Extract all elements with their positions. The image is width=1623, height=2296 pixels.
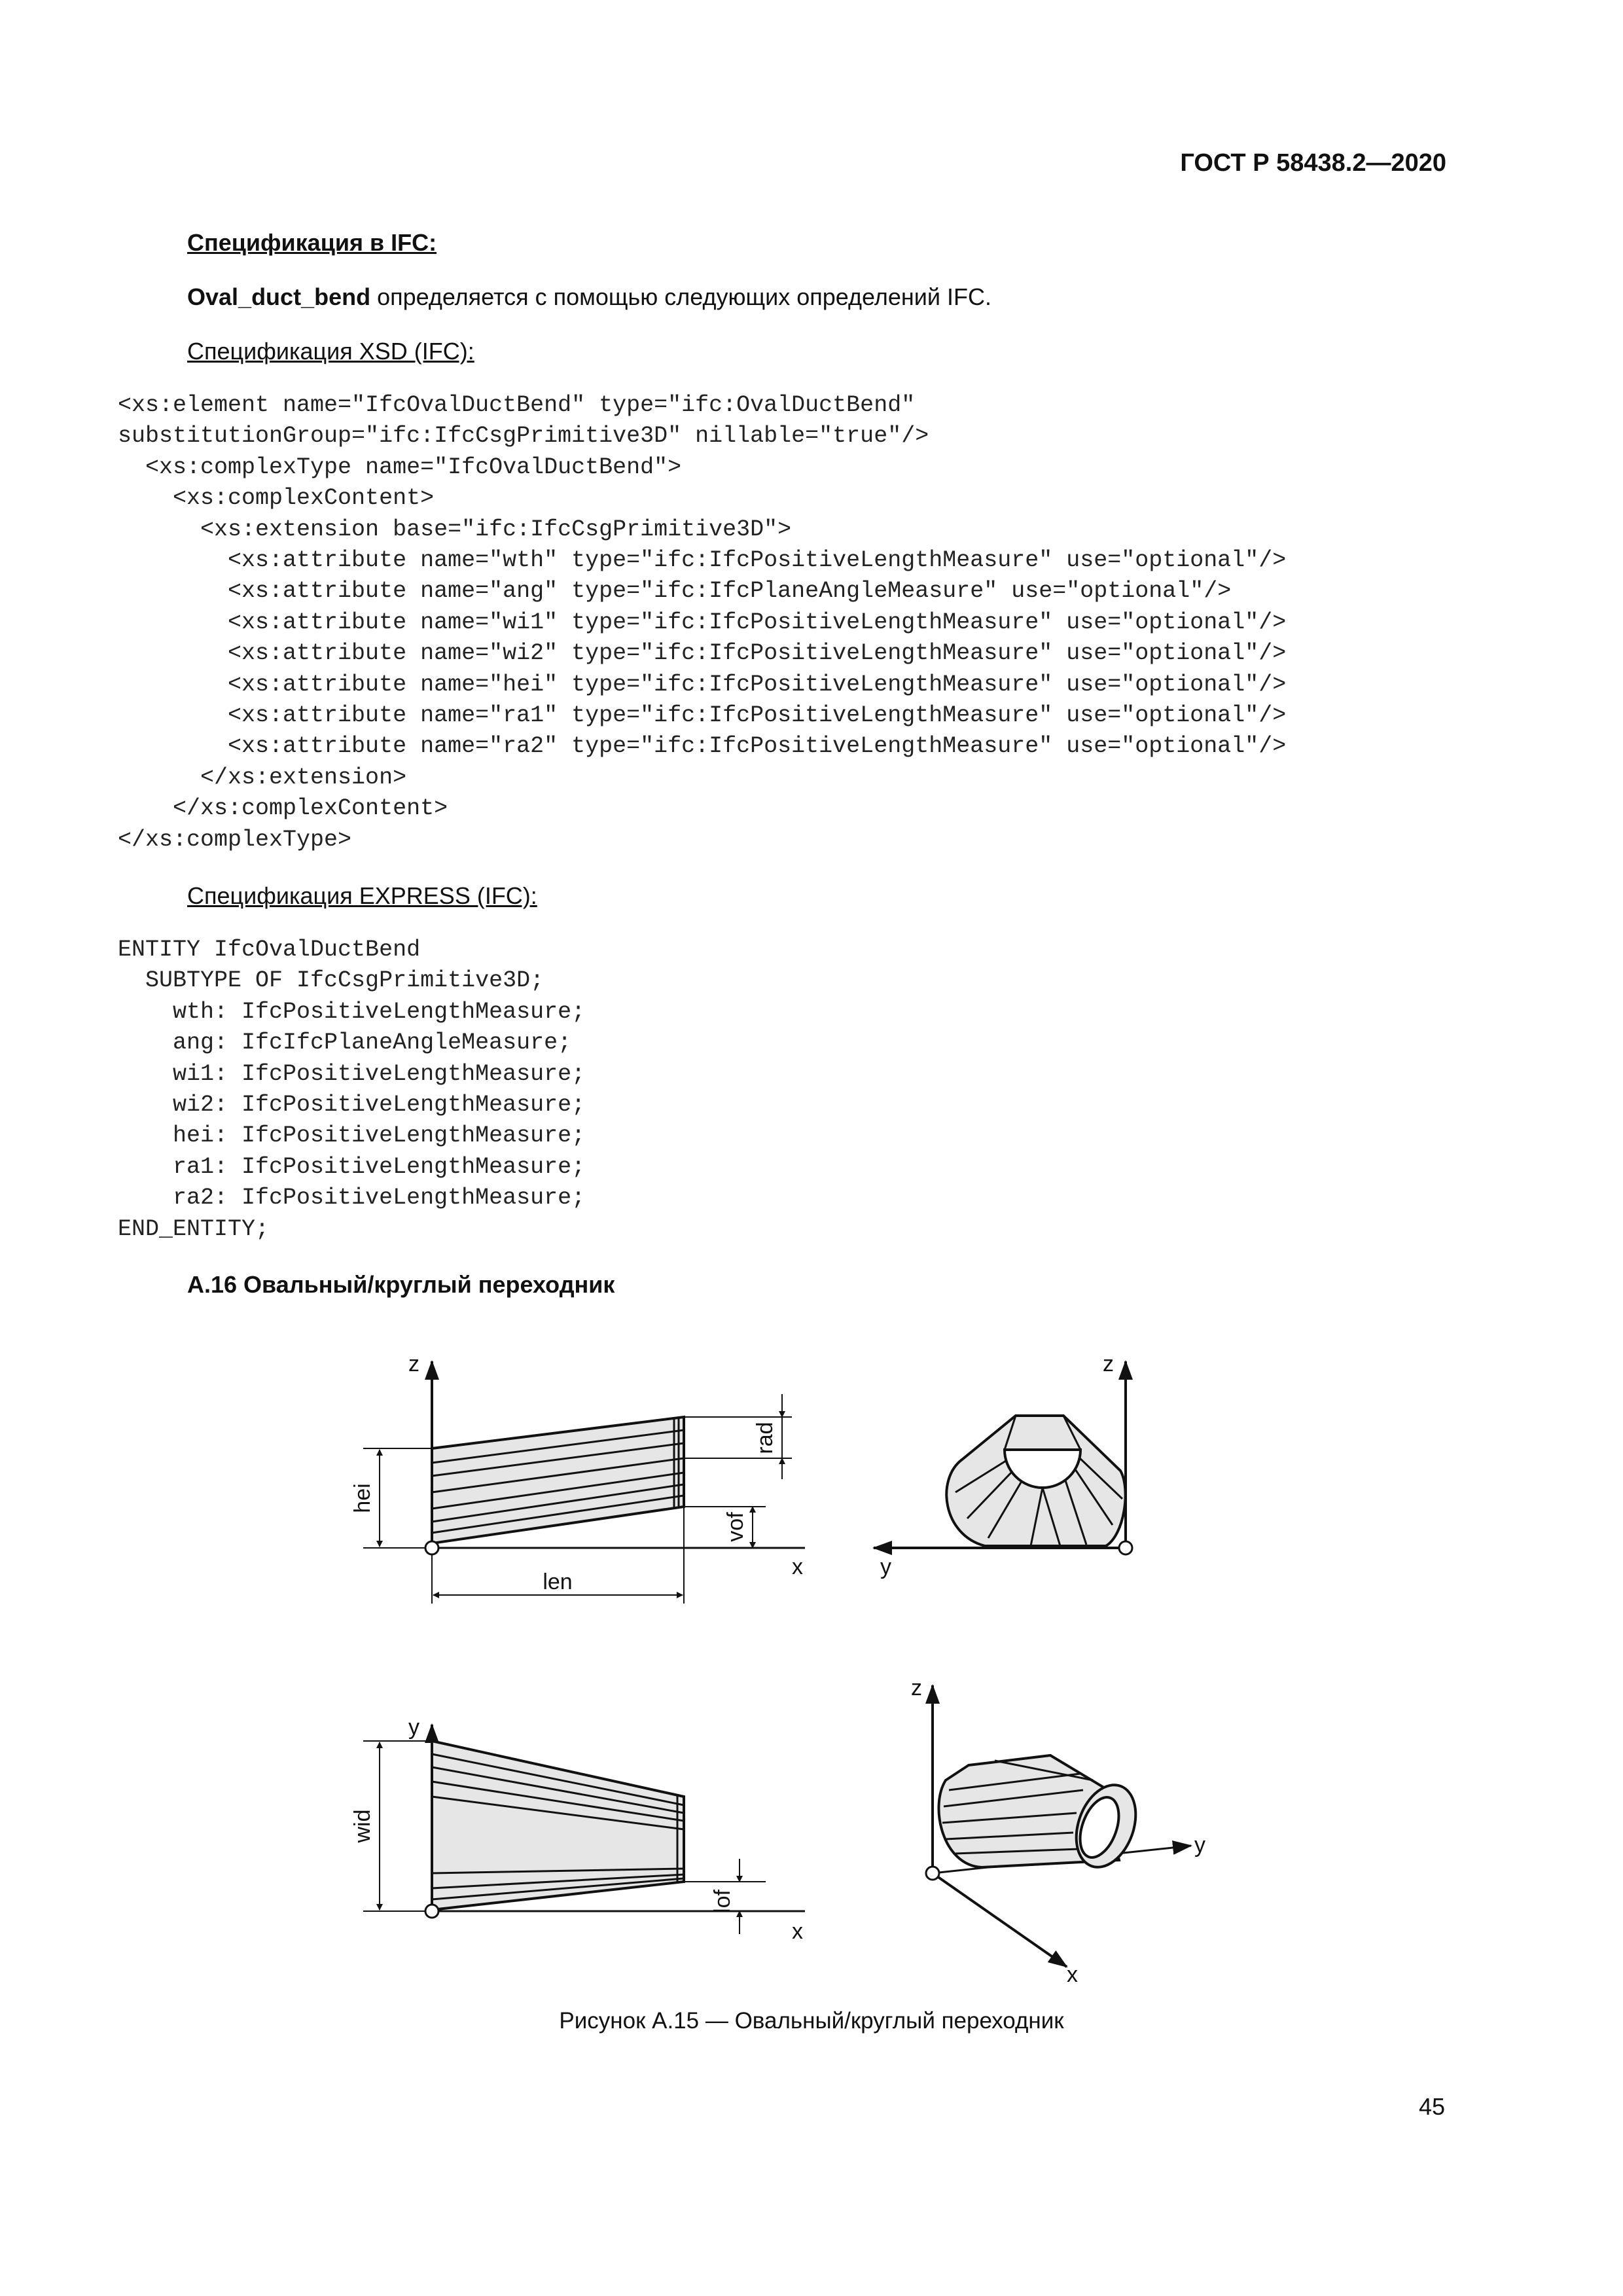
label-hei: hei [350,1483,375,1513]
label-x-3: x [792,1919,803,1944]
end-view [874,1361,1132,1554]
xsd-heading: Спецификация XSD (IFC): [187,338,474,365]
label-z-1: z [408,1352,419,1376]
page-number: 45 [1418,2093,1445,2120]
label-x-1: x [792,1554,803,1579]
side-view [363,1361,805,1604]
label-y-4: y [1194,1833,1205,1857]
label-x-4: x [1067,1962,1078,1987]
label-len: len [543,1570,573,1594]
label-z-4: z [911,1676,922,1700]
top-view [363,1725,805,1934]
xsd-code-block: <xs:element name="IfcOvalDuctBend" type="ifc:OvalDuctBend" substitutionGroup="ifc:IfcCsgPrimitive3D" nillable="true"/> <xs:complexType name="IfcOvalDuctBend"> <xs:complexContent> <xs:extension base="ifc:IfcCsgPrimitive3D"> <xs:attribute name="wth" type="ifc:IfcPositiveLengthMeasure" use="optional"/> <xs:attribute name="ang" type="ifc:IfcPlaneAngleMeasure" use="optional"/> <xs:attribute name="wi1" type="ifc:IfcPositiveLengthMeasure" use="optional"/> <xs:attribute name="wi2" type="ifc:IfcPositiveLengthMeasure" use="optional"/> <xs:attribute name="hei" type="ifc:IfcPositiveLengthMeasure" use="optional"/> <xs:attribute name="ra1" type="ifc:IfcPositiveLengthMeasure" use="optional"/> <xs:attribute name="ra2" type="ifc:IfcPositiveLengthMeasure" use="optional"/> </xs:extension> </xs:complexContent> </xs:complexType> [118,392,1287,853]
label-y-2: y [880,1554,891,1579]
section-heading: А.16 Овальный/круглый переходник [187,1271,615,1298]
isometric-view [926,1685,1191,1967]
intro-text: определяется с помощью следующих определений IFC. [370,283,991,310]
entity-name: Oval_duct_bend [187,283,371,310]
label-lof: lof [710,1890,735,1913]
express-heading: Спецификация EXPRESS (IFC): [187,882,537,909]
label-wid: wid [350,1809,375,1843]
label-rad: rad [753,1422,777,1454]
figure-caption: Рисунок А.15 — Овальный/круглый переходник [559,2008,1064,2034]
document-id: ГОСТ Р 58438.2—2020 [1180,149,1446,177]
label-z-2: z [1103,1352,1114,1376]
express-code-block: ENTITY IfcOvalDuctBend SUBTYPE OF IfcCsgPrimitive3D; wth: IfcPositiveLengthMeasure; ang: IfcIfcPlaneAngleMeasure; wi1: IfcPositiveLengthMeasure; wi2: IfcPositiveLengthMeasure; hei: IfcPositiveLengthMeasure; ra1: IfcPositiveLengthMeasure; ra2: IfcPositiveLengthMeasure; END_ENTITY; [118,937,586,1242]
spec-ifc-heading: Спецификация в IFC: [187,229,437,256]
label-y-3: y [408,1715,419,1740]
label-vof: vof [723,1512,748,1542]
